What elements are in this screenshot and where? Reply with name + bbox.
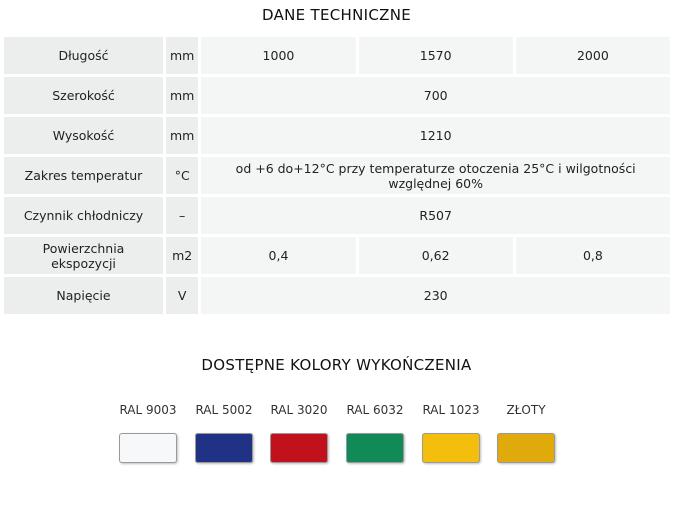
row-label: Wysokość [4, 117, 163, 154]
color-name: RAL 3020 [270, 403, 328, 417]
color-option [117, 403, 179, 463]
row-value: 0,4 [201, 237, 355, 274]
table-row [4, 157, 670, 194]
row-value: od +6 do+12°C przy temperaturze otoczenia 25°C i wilgotności względnej 60% [201, 157, 670, 194]
row-value: 1210 [201, 117, 670, 154]
row-label: Napięcie [4, 277, 163, 314]
row-value: 700 [201, 77, 670, 114]
row-value: 1570 [359, 37, 513, 74]
tech-data-table [1, 34, 673, 317]
row-unit: °C [166, 157, 198, 194]
color-swatch [119, 433, 177, 463]
table-row [4, 197, 670, 234]
color-swatch [422, 433, 480, 463]
row-unit: mm [166, 37, 198, 74]
color-name: ZŁOTY [506, 403, 546, 417]
table-row [4, 117, 670, 154]
row-value: 230 [201, 277, 670, 314]
color-swatch [270, 433, 328, 463]
row-label: Szerokość [4, 77, 163, 114]
color-name: RAL 1023 [422, 403, 480, 417]
table-row [4, 277, 670, 314]
row-value: 1000 [201, 37, 355, 74]
color-name: RAL 5002 [195, 403, 253, 417]
table-row [4, 37, 670, 74]
color-swatch [346, 433, 404, 463]
row-label: Powierzchnia ekspozycji [4, 237, 163, 274]
color-option [420, 403, 482, 463]
row-label: Długość [4, 37, 163, 74]
table-row [4, 77, 670, 114]
color-option [344, 403, 406, 463]
color-swatch [497, 433, 555, 463]
row-label: Zakres temperatur [4, 157, 163, 194]
row-unit: mm [166, 77, 198, 114]
row-value: 2000 [516, 37, 670, 74]
row-value: R507 [201, 197, 670, 234]
color-option [495, 403, 557, 463]
color-option [193, 403, 255, 463]
color-option [268, 403, 330, 463]
colors-title: DOSTĘPNE KOLORY WYKOŃCZENIA [201, 356, 472, 374]
table-row [4, 237, 670, 274]
row-label: Czynnik chłodniczy [4, 197, 163, 234]
color-name: RAL 6032 [346, 403, 404, 417]
row-unit: – [166, 197, 198, 234]
color-swatch [195, 433, 253, 463]
color-name: RAL 9003 [119, 403, 177, 417]
row-unit: mm [166, 117, 198, 154]
row-unit: m2 [166, 237, 198, 274]
tech-data-title: DANE TECHNICZNE [262, 6, 411, 24]
row-value: 0,62 [359, 237, 513, 274]
row-value: 0,8 [516, 237, 670, 274]
row-unit: V [166, 277, 198, 314]
